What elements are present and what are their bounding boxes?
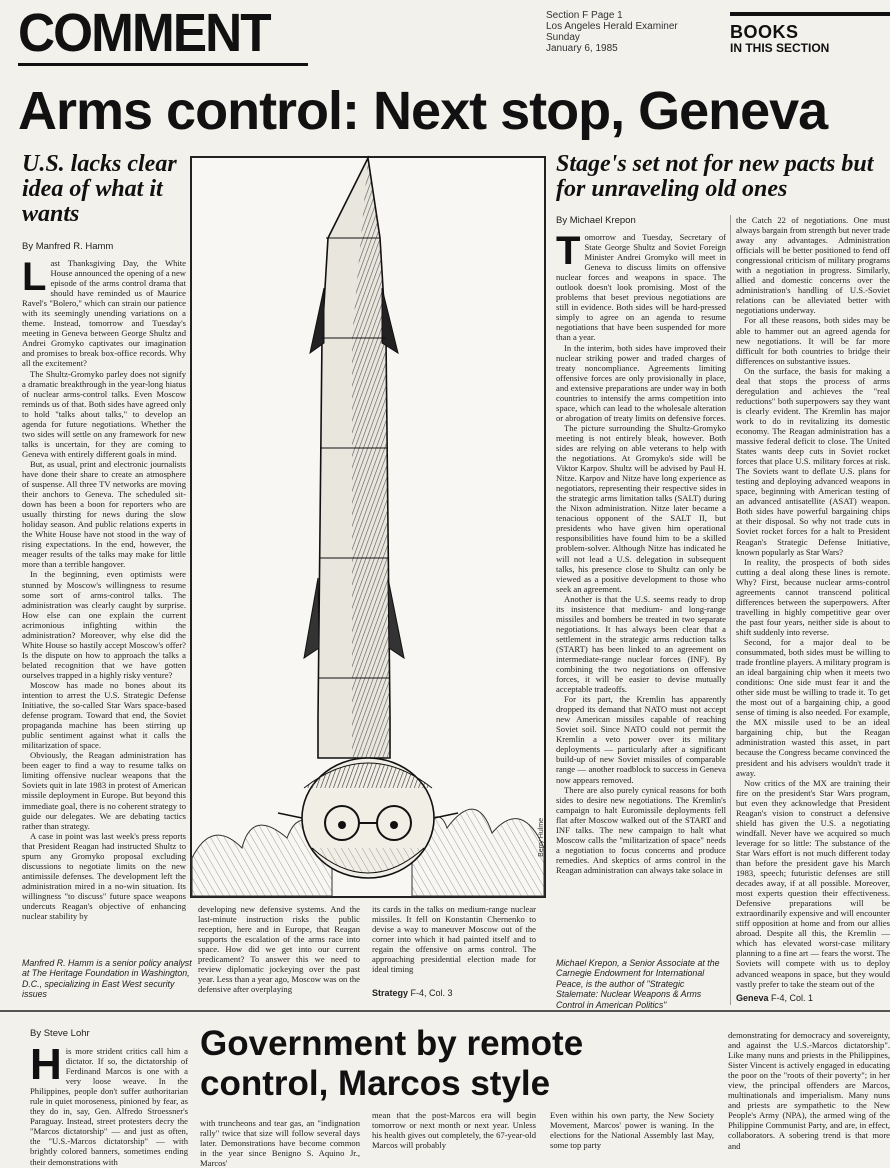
left-paragraph: A case in point was last week's press reports that President Reagan had instructed Shultz to spurn any Gromyko proposal excluding discussions to negotiate limits on the new antimissile defenses. The development left the administration mired in a no-win situation. Its willingness "to discuss" future space weapons undercuts Reagan's objective of enhancing nuclear stability by <box>22 830 186 922</box>
bottom-column-3: mean that the post-Marcos era will begin tomorrow or next month or next year. Unless his health gives out completely, the 67-year-old Marcos will probably <box>372 1110 536 1151</box>
column-divider <box>730 215 731 1005</box>
right-paragraph: For all these reasons, both sides may be able to hammer out an agreed agenda for new negotiations. It will be far more difficult for both countries to bridge their differences on substantive issues. <box>736 315 890 366</box>
right-paragraph: For its part, the Kremlin has apparently dropped its demand that NATO must not accept new American missiles capable of reaching Soviet soil. Since NATO could not permit the Kremlin a veto power over its military deployments — particularly after a significant build-up of new Soviet missiles of comparable range — another roadblock to success in Geneva now appears removed. <box>556 694 726 785</box>
left-dropcap: L <box>22 255 47 299</box>
right-paragraph: In the interim, both sides have improved their nuclear striking power and traded charges of treaty noncompliance. Agreements limiting offensive forces are only provisionally in place, and extensive preparations are under way in both countries to intensify the arms competition into space, which can lead to the wholesale alteration or abrogation of treaty limits on defensive forces. <box>556 342 726 423</box>
left-author-bio: Manfred R. Hamm is a senior policy analyst at The Heritage Foundation in Washington, D.C., specializing in East West security issues <box>22 958 192 1000</box>
right-paragraph: On the surface, the basis for making a deal that stops the process of arms deregulation and achieves the "real reductions" both superpowers say they want is clearly evident. The Kremlin has major work to do in revitalizing its domestic economy. The Reagan administration has a massive federal deficit to close. The United States wants deep cuts in Soviet rocket forces that place U.S. military forces at risk. The Soviets want to deflate U.S. plans for testing and deploying advanced weapons in space, beginning with American testing of an advanced antisatellite (ASAT) weapon. Both sides have powerful bargaining chips at their disposal. So why not trade cuts in Soviet rocket forces for a halt to President Reagan's Strategic Defense Initiative, known popularly as Star Wars? <box>736 365 890 557</box>
issue-date: January 6, 1985 <box>546 43 618 54</box>
missile-illustration <box>190 156 546 898</box>
jump-ref: F-4, Col. 1 <box>771 993 814 1003</box>
right-subhead: Stage's set not for new pacts but for unraveling old ones <box>556 151 874 202</box>
main-headline: Arms control: Next stop, Geneva <box>18 81 828 141</box>
jump-ref: F-4, Col. 3 <box>410 988 453 998</box>
left-paragraph: In the beginning, even optimists were stunned by Moscow's willingness to resume some sort of arms-control talks. The administration was clearly caught by surprise. How else can one explain the current acrimonious infighting within the administration? Moreover, why else did the White House so hastily accept Moscow's offer? Is the dispute on how to approach the talks a belated recognition that we have gotten ourselves trapped in a highly risky venture? <box>22 569 186 680</box>
section-logo: COMMENT <box>18 3 270 63</box>
bottom-paragraph: is more strident critics call him a dictator. If so, the dictatorship of Ferdinand Marcos is one with a very loose weave. In the Philippines, people don't suffer authoritarian rule in quiet moroseness, pinioned by fear, as they do in, say, Gen. Alfredo Stroessner's Paraguay. Instead, street protesters decry the "Marcos dictatorship" — and just as often, the "U.S.-Marcos dictatorship" — with brightly colored banners, sometimes ending their demonstrations with <box>30 1046 188 1167</box>
right-paragraph: There are also purely cynical reasons for both sides to desire new negotiations. The Kremlin's campaign to halt Euromissile deployments fell flat after Moscow walked out of the START and INF talks. The new campaign to halt what Moscow calls the "militarization of space" needs a negotiation to focus concerns and produce remedies. And skeptics of arms control in the Reagan administration can always take solace in <box>556 784 726 875</box>
right-author-bio: Michael Krepon, a Senior Associate at the Carnegie Endowment for International Peace, is the author of "Strategic Stalemate: Nuclear Weapons & Arms Control in American Politics" <box>556 958 720 1010</box>
bottom-headline: Government by remote control, Marcos style <box>200 1024 584 1103</box>
bottom-column-1 <box>30 1040 188 1167</box>
masthead-rule <box>18 63 308 66</box>
left-paragraph: Obviously, the Reagan administration has been eager to find a way to resume talks on limiting offensive nuclear weapons that the Soviets quit in late 1983 in protest of American missile deployment in Europe. But beyond this immediate goal, there is no coherent strategy to guide our delegates. We are debating tactics rather than strategy. <box>22 750 186 831</box>
illustration-credit: Berry Hulme <box>538 818 545 857</box>
left-article-column <box>22 255 186 922</box>
left-paragraph: ast Thanksgiving Day, the White House announced the opening of a new episode of the arms control drama that should have reminded us of Maurice Ravel's "Bolero," which can strain our patience with its seemingly unending variations on a theme. Instead, tomorrow and Tuesday's meeting in Geneva between George Shultz and Andrei Gromyko captivates our imagination and promises to break box-office records. Why all the excitement? <box>22 258 186 369</box>
issue-day: Sunday <box>546 32 580 43</box>
right-paragraph: omorrow and Tuesday, Secretary of State George Shultz and Soviet Foreign Minister Andrei Gromyko will meet in Geneva to discuss limits on offensive nuclear forces and weapons in space. The outlook doesn't look promising. Most of the problems that beset previous negotiations are still in evidence. Both sides will be hard-pressed simply to agree on an agenda to resume negotiations that have been suspended for more than a year. <box>556 232 726 343</box>
right-paragraph: In reality, the prospects of both sides cutting a deal along these lines is remote. Why? First, because nuclear arms-control agreements cannot transcend political differences between the superpowers. After travelling in highly competitive gear over the past four years, neither side is about to shift suddenly into reverse. <box>736 556 890 637</box>
left-paragraph: Moscow has made no bones about its intention to arrest the U.S. Strategic Defense Initiative, the so-called Star Wars space-based defense program. Toward that end, the Soviet propaganda machine has been stirring up public sentiment against what it calls the militarization of space. <box>22 679 186 751</box>
books-teaser <box>730 12 890 54</box>
section-info <box>546 10 716 54</box>
right-paragraph: Now critics of the MX are training their fire on the president's Star Wars program, but even they acknowledge that President Reagan's vision to construct a defensive shield has given the U.S. a negotiating windfall. Never have we acquired so much leverage for so little: The substance of the Star Wars effort is not much different today than before the president gave his March 1983, speech; futuristic defenses are still decades away, if at all possible. Moreover, most experts question their effectiveness. Defensive preparations will be extraordinarily expensive and will encounter stiff opposition at home and from our allies abroad. Despite all this, the Kremlin — which has elevated worst-case military planning to a fine art — fears the worst. The Soviets will compete with us to deploy advanced weapons in space, but they would vastly prefer to take the steam out of the <box>736 777 890 989</box>
geneva-jump-line <box>736 993 890 1003</box>
bottom-byline: By Steve Lohr <box>30 1028 90 1039</box>
right-dropcap: T <box>556 229 581 273</box>
bottom-column-2: with truncheons and tear gas, an "indignation rally" twice that size will follow several days later. Demonstrations have become common in the year since Benigno S. Aquino Jr., Marcos' <box>200 1118 360 1168</box>
bottom-dropcap: H <box>30 1040 62 1089</box>
right-paragraph: Second, for a major deal to be consummated, both sides must be willing to trade frontline players. A military program is an ideal bargaining chip when it meets two conditions: One side must fear it and the other side must be willing to trade it. To get the most out of a bargaining chip, a good sense of timing is also needed. For example, the MX missile used to be an ideal bargaining chip, but the Reagan administration wasted this asset, in part because the Congress became convinced the president and his advisers wouldn't trade it away. <box>736 636 890 778</box>
right-paragraph: the Catch 22 of negotiations. One must always bargain from strength but never trade away any advantages. Administration officials will be better positioned to fend off congressional criticism of military programs with a negotiation in progress. Similarly, allied and domestic concerns over the administration's handling of U.S.-Soviet relations can be alleviated better with negotiations underway. <box>736 215 890 316</box>
left-byline: By Manfred R. Hamm <box>22 241 114 252</box>
books-title: BOOKS <box>730 22 799 42</box>
right-article-column-2 <box>736 215 890 989</box>
jump-label: Geneva <box>736 993 769 1003</box>
right-article-column-1 <box>556 229 726 952</box>
jump-label: Strategy <box>372 988 409 998</box>
bottom-column-5: demonstrating for democracy and sovereignty, and against the U.S.-Marcos dictatorship". Like many nuns and priests in the Philippines, Sister Vincent is actively engaged in educating the poor on the "roots of their poverty"; in her view, the principal offenders are Marcos, multinationals and imperialism. Many nuns and priests are sympathetic to the New People's Army (NPA), the armed wing of the Philippine Communist Party, and are, in effect, collaborators. A sobering trend is that more and <box>728 1030 890 1151</box>
books-subtitle: IN THIS SECTION <box>730 41 830 55</box>
missile-drawing <box>192 158 544 896</box>
left-continuation: developing new defensive systems. And the last-minute instruction risks the public reception, here and in Europe, that Reagan supports the escalation of the arms race into space. How did we get into our current predicament? To answer this we need to review diplomatic jockeying over the past year. Less than a year ago, Moscow was on the defensive after overplaying <box>198 904 360 995</box>
left-subhead: U.S. lacks clear idea of what it wants <box>22 151 177 227</box>
paper-name: Los Angeles Herald Examiner <box>546 21 678 32</box>
right-paragraph: Another is that the U.S. seems ready to drop its insistence that medium- and long-range missiles and bombers be treated in two separate negotiations. It has always been clear that a settlement in the strategic arms reduction talks (START) has been linked to an agreement on intermediate-range nuclear forces (INF). By combining the two negotiations on offensive forces, it will be easier to devise mutually acceptable tradeoffs. <box>556 593 726 695</box>
left-paragraph: The Shultz-Gromyko parley does not signify a dramatic breakthrough in the year-long hiatus of nuclear arms-control talks. Even Moscow reminds us of that. Both sides have agreed only to hold "talks about talks," to develop an agenda for future negotiations. Whether the two sides will settle on any framework for new talks is uncertain, for they are coming to Geneva with entirely different goals in mind. <box>22 368 186 459</box>
strategy-jump-line <box>372 988 536 998</box>
section-page: Section F Page 1 <box>546 10 623 21</box>
section-divider <box>0 1010 890 1012</box>
bottom-column-4: Even within his own party, the New Society Movement, Marcos' power is waning. In the elections for the National Assembly last May, some top party <box>550 1110 714 1151</box>
right-byline: By Michael Krepon <box>556 215 636 226</box>
middle-continuation: its cards in the talks on medium-range nuclear missiles. It fell on Konstantin Chernenko to devise a way to maneuver Moscow out of the corner into which it had painted itself and to regain the offensive on arms control. The approaching presidential election made for ideal timing <box>372 904 536 975</box>
right-paragraph: The picture surrounding the Shultz-Gromyko meeting is not entirely bleak, however. Both sides are relying on able veterans to help with the negotiations. At Gromyko's side will be Viktor Karpov. Shultz will be advised by Paul H. Nitze. Karpov and Nitze have long experience as negotiators, representing their respective sides in the strategic arms limitation talks (SALT) during the Nixon administration. Nitze later became a tenacious opponent of the SALT II, but presidents who have given him operational responsibilities have found him to be a skilled problem-solver. Although Nitze has indicated he will not lead a U.S. delegation in subsequent talks, his presence close to Shultz can only be viewed as a positive development to those who seek an agreement. <box>556 422 726 594</box>
left-paragraph: But, as usual, print and electronic journalists have done their share to create an atmosphere of suspense. All three TV networks are moving their anchors to Geneva. The scheduled sit-down has been a boon for reporters who are usually thirsting for news during the slow holiday season. And public relations experts in the White House have not stood in the way of rising expectations. In the end, however, the meager results of the talks may make for little more than a terrible hangover. <box>22 458 186 570</box>
